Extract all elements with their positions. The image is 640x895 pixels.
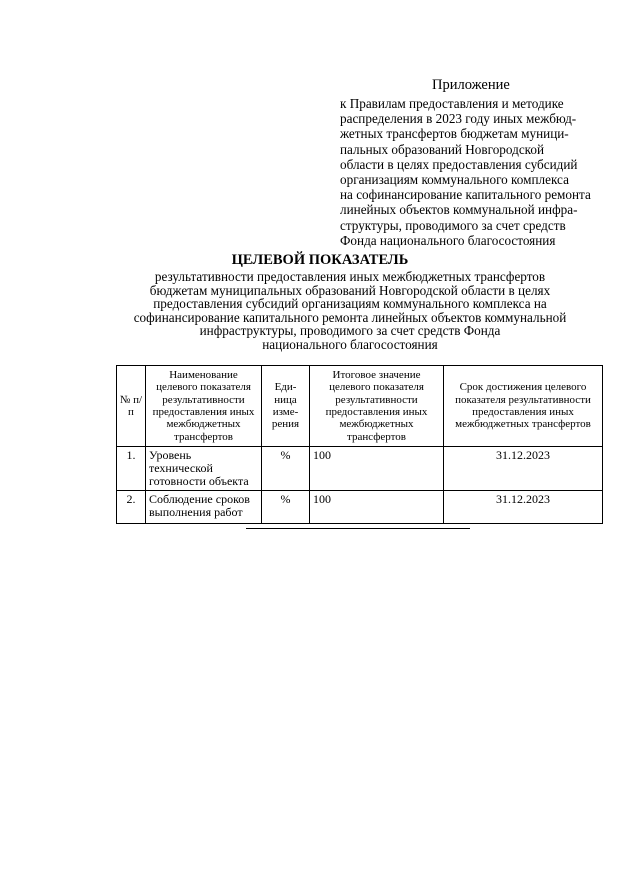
appendix-line: области в целях предоставления субсидий — [340, 156, 578, 172]
subtitle-line: национального благосостояния — [262, 336, 438, 352]
subtitle-line: инфраструктуры, проводимого за счет средств Фонда — [199, 323, 501, 339]
row-indicator-name: Соблюдение сроков выполнения работ — [146, 491, 262, 524]
table-row — [117, 491, 603, 524]
subtitle-line: результативности предоставления иных межбюджетных трансфертов — [154, 269, 546, 284]
header-number: № п/п — [117, 366, 146, 447]
appendix-line: структуры, проводимого за счет средств — [340, 217, 566, 233]
subtitle-line: софинансирование капитального ремонта линейных объектов коммунальной — [133, 309, 567, 325]
row-deadline: 31.12.2023 — [444, 447, 603, 491]
appendix-line: на софинансирование капитального ремонта — [340, 187, 591, 203]
appendix-line: организациям коммунального комплекса — [340, 172, 569, 188]
row-unit: % — [262, 491, 310, 524]
document-title: ЦЕЛЕВОЙ ПОКАЗАТЕЛЬ — [231, 252, 409, 268]
table-header-row — [117, 366, 603, 447]
end-divider — [246, 528, 470, 529]
appendix-title: Приложение — [432, 77, 510, 93]
header-final-value: Итоговое значение целевого показателя результативности предоставления иных межбюджетных трансфертов — [310, 366, 444, 447]
row-unit: % — [262, 447, 310, 491]
subtitle-line: предоставления субсидий организациям коммунального комплекса на — [153, 296, 547, 312]
row-number: 2. — [117, 491, 146, 524]
indicators-table — [116, 365, 603, 524]
appendix-line: пальных образований Новгородской — [340, 141, 545, 157]
appendix-line: распределения в 2023 году иных межбюд- — [340, 111, 577, 127]
row-number: 1. — [117, 447, 146, 491]
row-value: 100 — [310, 491, 444, 524]
appendix-line: жетных трансфертов бюджетам муници- — [340, 126, 569, 142]
row-indicator-name: Уровень технической готовности объекта — [146, 447, 262, 491]
header-deadline: Срок достижения целевого показателя результативности предоставления иных межбюджетных трансфертов — [444, 366, 603, 447]
appendix-line: Фонда национального благосостояния — [340, 232, 556, 248]
row-deadline: 31.12.2023 — [444, 491, 603, 524]
appendix-reference — [340, 96, 602, 248]
header-unit: Еди-ница изме-рения — [262, 366, 310, 447]
subtitle-line: бюджетам муниципальных образований Новгородской области в целях — [149, 282, 551, 298]
appendix-line: к Правилам предоставления и методике — [340, 96, 564, 111]
table-row — [117, 447, 603, 491]
document-subtitle — [100, 270, 600, 352]
header-indicator-name: Наименование целевого показателя результативности предоставления иных межбюджетных трансфертов — [146, 366, 262, 447]
appendix-line: линейных объектов коммунальной инфра- — [340, 202, 578, 218]
row-value: 100 — [310, 447, 444, 491]
